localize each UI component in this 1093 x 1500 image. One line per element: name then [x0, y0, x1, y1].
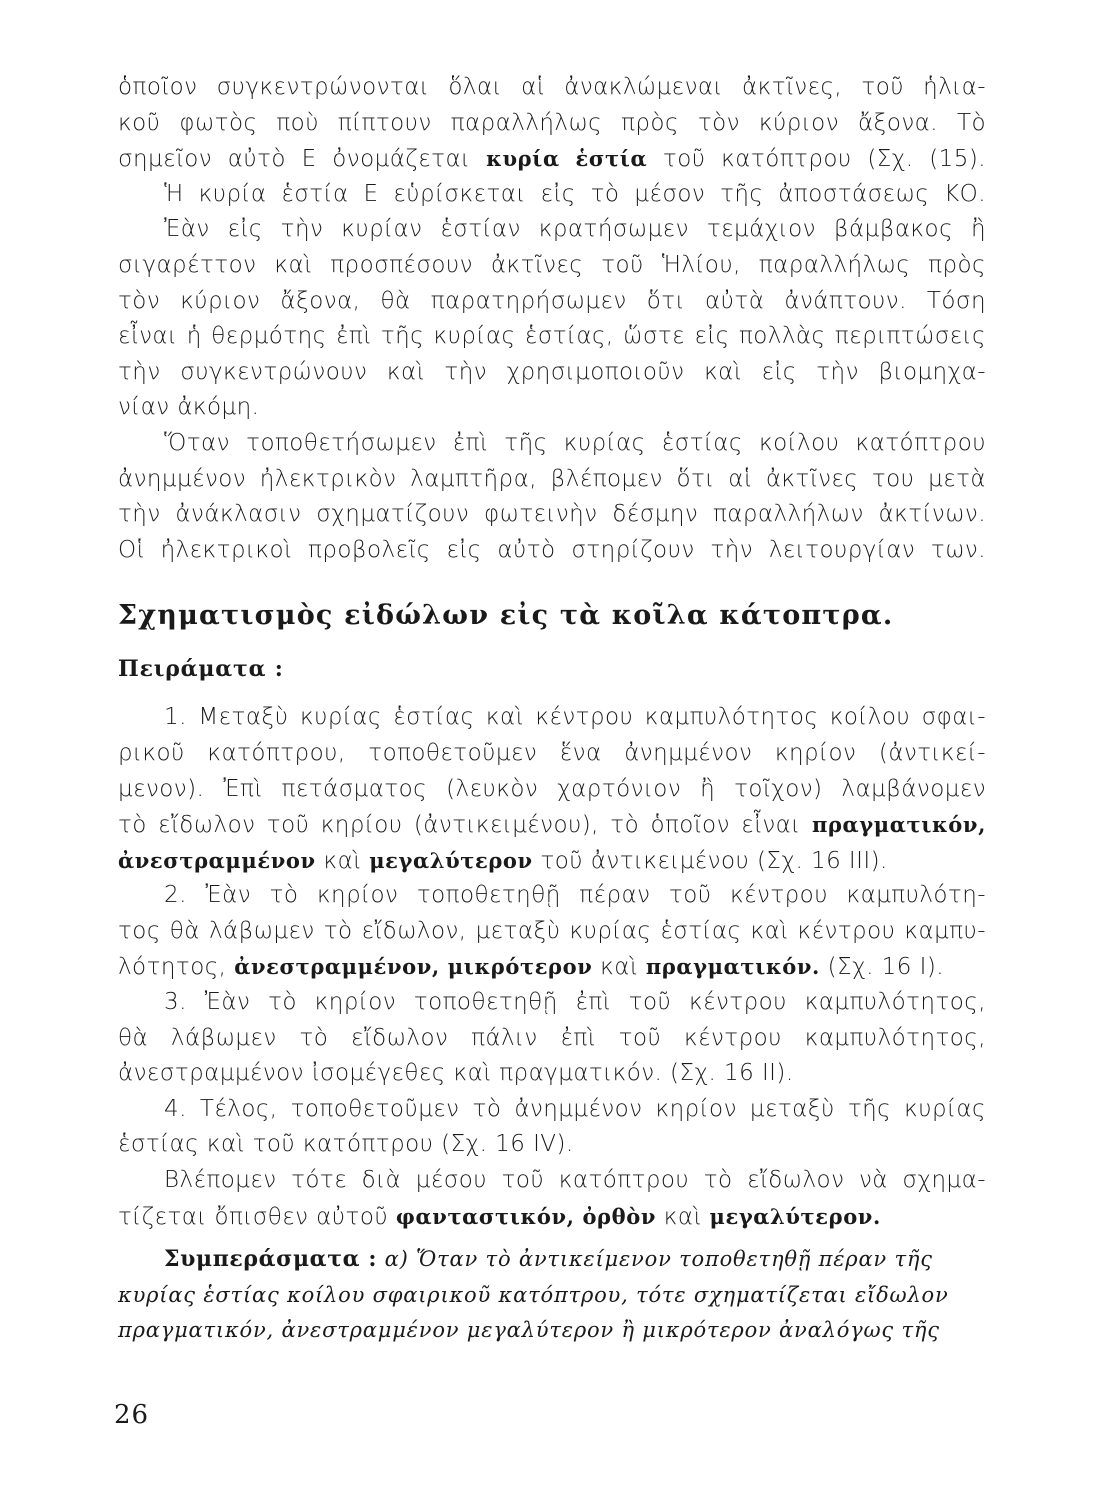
text-run: τίζεται ὄπισθεν αὐτοῦ — [118, 1203, 396, 1230]
text-line: ἑστίας καὶ τοῦ κατόπτρου (Σχ. 16 IV). — [118, 1131, 574, 1158]
text-line: ρικοῦ κατόπτρου, τοποθετοῦμεν ἕνα ἀνημμένον κηρίον (ἀντικεί- — [118, 739, 986, 766]
text-line — [118, 1199, 986, 1235]
conclusions-label: Συμπεράσματα : — [164, 1246, 378, 1273]
term-real: πραγματικόν. — [645, 954, 820, 980]
spacer — [118, 1234, 986, 1242]
text-line: τος θὰ λάβωμεν τὸ εἴδωλον, μεταξὺ κυρίας ἑστίας καὶ κέντρου καμπυ- — [118, 917, 986, 944]
text-line — [118, 141, 986, 177]
term-real: πραγματικόν, — [811, 812, 986, 838]
paragraph-virtual-image — [118, 1163, 986, 1234]
page-number: 26 — [114, 1400, 150, 1430]
term-inverted: ἀνεστραμμένον — [118, 847, 316, 873]
text-run: τοῦ κατόπτρου (Σχ. (15). — [647, 146, 986, 173]
text-run: καὶ — [656, 1203, 710, 1230]
term-larger: μεγαλύτερον — [369, 847, 533, 873]
text-line: ἀνεστραμμένον ἰσομέγεθες καὶ πραγματικόν. (Σχ. 16 II). — [118, 1060, 794, 1087]
experiments-label: Πειράματα : — [118, 656, 284, 683]
text-line: ὁποῖον συγκεντρώνονται ὅλαι αἱ ἀνακλώμεναι ἀκτῖνες, τοῦ ἡλια- — [118, 74, 986, 100]
text-line — [118, 949, 986, 985]
experiment-item-2 — [118, 878, 986, 985]
text-line: κοῦ φωτὸς ποὺ πίπτουν παραλλήλως πρὸς τὸν κύριον ἄξονα. Τὸ — [118, 109, 986, 136]
experiment-item-4 — [118, 1092, 986, 1163]
experiment-item-1 — [118, 700, 986, 878]
text-line: Βλέπομεν τότε διὰ μέσου τοῦ κατόπτρου τὸ εἴδωλον νὰ σχημα- — [164, 1167, 986, 1194]
term-principal-focus: κυρία ἑστία — [486, 146, 648, 172]
text-run: τὸ εἴδωλον τοῦ κηρίου (ἀντικειμένου), τὸ ὁποῖον εἶναι — [118, 812, 812, 839]
section-title: Σχηματισμὸς εἰδώλων εἰς τὰ κοῖλα κάτοπτρα. — [118, 600, 894, 632]
text-line: θὰ λάβωμεν τὸ εἴδωλον πάλιν ἐπὶ τοῦ κέντρου καμπυλότητος, — [118, 1024, 986, 1051]
text-run: α) Ὅταν τὸ ἀντικείμενον τοποθετηθῇ πέραν τῆς — [377, 1247, 933, 1272]
text-line — [118, 1313, 986, 1349]
text-line: 2. Ἐὰν τὸ κηρίον τοποθετηθῇ πέραν τοῦ κέντρου καμπυλότη- — [164, 882, 986, 909]
text-line: Ὅταν τοποθετήσωμεν ἐπὶ τῆς κυρίας ἑστίας κοίλου κατόπτρου — [164, 429, 986, 456]
text-run: λότητος, — [118, 954, 235, 981]
text-run: καὶ — [592, 954, 646, 981]
page-body — [118, 70, 986, 1349]
text-line: σιγαρέττον καὶ προσπέσουν ἀκτῖνες τοῦ Ἡλίου, παραλλήλως πρὸς — [118, 251, 986, 278]
text-line: 1. Μεταξὺ κυρίας ἑστίας καὶ κέντρου καμπυλότητος κοίλου σφαι- — [164, 704, 986, 731]
text-line: νίαν ἀκόμη. — [118, 394, 260, 421]
text-run: πραγματικόν, ἀνεστραμμένον μεγαλύτερον ἢ μικρότερον ἀναλόγως τῆς — [118, 1318, 940, 1343]
paragraph-mirror-focus — [118, 70, 986, 212]
text-line: ἀνημμένον ἠλεκτρικὸν λαμπτῆρα, βλέπομεν ὅτι αἱ ἀκτῖνες του μετὰ — [118, 465, 986, 492]
text-line: τὴν συγκεντρώνουν καὶ τὴν χρησιμοποιοῦν καὶ εἰς τὴν βιομηχα- — [118, 358, 986, 385]
text-line: 3. Ἐὰν τὸ κηρίον τοποθετηθῇ ἐπὶ τοῦ κέντρου καμπυλότητος, — [164, 989, 986, 1016]
term-inverted-smaller: ἀνεστραμμένον, μικρότερον — [234, 954, 593, 980]
term-virtual-upright: φανταστικόν, ὀρθὸν — [395, 1203, 656, 1229]
text-line: μενον). Ἐπὶ πετάσματος (λευκὸν χαρτόνιον ἢ τοῖχον) λαμβάνομεν — [118, 775, 986, 802]
text-line: 4. Τέλος, τοποθετοῦμεν τὸ ἀνημμένον κηρίον μεταξὺ τῆς κυρίας — [164, 1095, 986, 1122]
text-run: κυρίας ἑστίας κοίλου σφαιρικοῦ κατόπτρου, τότε σχηματίζεται εἴδωλον — [118, 1282, 949, 1307]
paragraph-lamp-reflector — [118, 426, 986, 568]
text-line: Οἱ ἠλεκτρικοὶ προβολεῖς εἰς αὐτὸ στηρίζουν τὴν λειτουργίαν των. — [118, 536, 986, 563]
conclusions-block — [118, 1242, 986, 1349]
text-line — [118, 1278, 986, 1314]
text-line — [118, 1242, 986, 1278]
text-line: τὸν κύριον ἄξονα, θὰ παρατηρήσωμεν ὅτι αὐτὰ ἀνάπτουν. Τόση — [118, 287, 986, 314]
experiment-item-3 — [118, 985, 986, 1092]
text-run: τοῦ ἀντικειμένου (Σχ. 16 III). — [532, 847, 888, 874]
term-larger: μεγαλύτερον. — [709, 1203, 881, 1229]
text-line: Ἐὰν εἰς τὴν κυρίαν ἑστίαν κρατήσωμεν τεμάχιον βάμβακος ἢ — [164, 216, 986, 243]
text-line: Ἡ κυρία ἑστία Ε εὑρίσκεται εἰς τὸ μέσον τῆς ἀποστάσεως ΚΟ. — [164, 180, 986, 207]
text-line — [118, 807, 986, 843]
text-line: τὴν ἀνάκλασιν σχηματίζουν φωτεινὴν δέσμην παραλλήλων ἀκτίνων. — [118, 501, 986, 528]
text-line — [118, 843, 986, 879]
paragraph-cotton-experiment — [118, 212, 986, 426]
text-run: σημεῖον αὐτὸ Ε ὀνομάζεται — [118, 146, 487, 173]
text-run: καὶ — [315, 847, 370, 874]
text-line: εἶναι ἡ θερμότης ἐπὶ τῆς κυρίας ἑστίας, ὥστε εἰς πολλὰς περιπτώσεις — [118, 323, 986, 350]
text-run: (Σχ. 16 I). — [819, 954, 945, 981]
